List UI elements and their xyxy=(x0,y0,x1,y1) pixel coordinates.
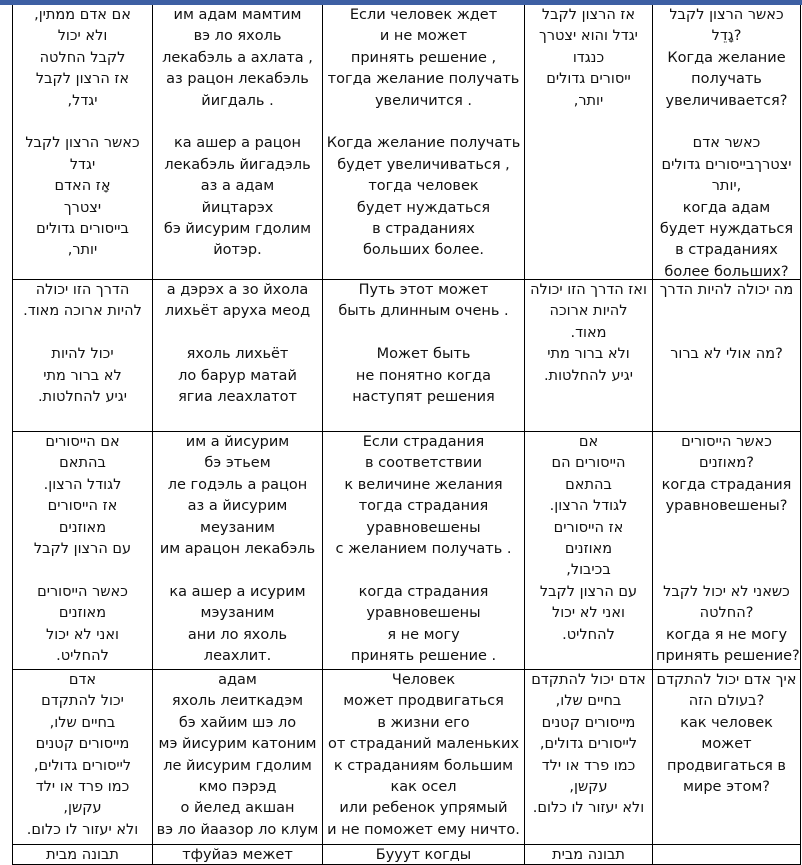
transliteration-cell xyxy=(153,670,323,844)
cell-line xyxy=(656,560,797,581)
question-cell xyxy=(653,280,801,431)
cell-line: увеличится . xyxy=(374,92,473,109)
cell-line: מה יכולה להיות הדרך xyxy=(659,282,794,298)
cell-line xyxy=(326,323,521,344)
cell-line: когда страдания xyxy=(358,583,489,600)
cell-line: лихьёт аруха меод xyxy=(164,303,311,320)
cell-line: יכול להיות xyxy=(51,346,114,363)
cell-line: ле йисурим гдолим xyxy=(163,757,312,774)
cell-line: получать xyxy=(691,71,762,88)
cell-line: наступят решения xyxy=(352,389,495,406)
cell-line: מאוזנים? xyxy=(699,455,754,472)
hebrew-paraphrase-cell xyxy=(525,432,653,669)
cell-line: Когда желание xyxy=(667,49,786,66)
table-row xyxy=(13,670,801,845)
cell-line: בהתאם xyxy=(59,455,106,472)
cell-line: Когда желание получать xyxy=(326,135,521,152)
cell-line: и не может xyxy=(379,28,468,45)
cell-line: в жизни его xyxy=(377,714,470,731)
cell-line: לייסורים גדולים, xyxy=(33,757,132,774)
cell-line: ани ло яхоль xyxy=(187,626,288,643)
cell-line: бэ йисурим гдолим xyxy=(163,221,312,238)
cell-line: и не поможет ему ничто. xyxy=(327,821,520,838)
cell-line: אם xyxy=(578,434,599,450)
cell-line: אז הרצון לקבל xyxy=(35,71,130,88)
translation-table xyxy=(12,5,801,865)
cell-line: אם אדם ממתין, xyxy=(34,7,131,23)
cell-line: כנגדו xyxy=(572,49,605,66)
cell-line: им адам мамтим xyxy=(173,7,302,23)
cell-line xyxy=(656,518,797,539)
russian-translation-cell xyxy=(323,670,525,844)
cell-line: להיות ארוכה מאוד. xyxy=(23,303,142,320)
cell-line: ולא ברור מתי xyxy=(547,346,630,363)
cell-line: יצטרךבייסורים גדולים xyxy=(661,156,792,173)
cell-line: בכיבול, xyxy=(566,562,611,579)
cell-line: אז הייסורים xyxy=(553,519,624,536)
cell-line: לא ברור מתי xyxy=(43,367,122,384)
cell-line: будет увеличиваться , xyxy=(337,156,510,173)
cell-line: мире этом? xyxy=(682,779,770,796)
cell-line: ле годэль а рацон xyxy=(167,476,308,493)
cell-line: вэ ло йаазор ло клум xyxy=(156,821,319,838)
cell-line: עם הרצון לקבל xyxy=(539,583,638,600)
cell-line: מאוזנים xyxy=(58,605,107,622)
hebrew-text-cell xyxy=(13,845,153,864)
cell-line: Может быть xyxy=(376,346,471,363)
hebrew-paraphrase-cell xyxy=(525,280,653,431)
cell-line: להחליט. xyxy=(562,626,615,643)
cell-line: בעולם הזה? xyxy=(688,693,765,710)
cell-line: может xyxy=(701,736,752,753)
cell-line: яхоль лихьёт xyxy=(186,346,289,363)
question-cell xyxy=(653,432,801,669)
cell-line xyxy=(656,301,797,322)
cell-line: Путь этот может xyxy=(358,282,489,298)
cell-line: ייסורים גדולים xyxy=(546,71,631,88)
cell-line: будет нуждаться xyxy=(659,221,794,238)
cell-line xyxy=(16,323,149,344)
cell-line: йотэр. xyxy=(213,242,262,259)
table-row xyxy=(13,5,801,280)
russian-translation-cell xyxy=(323,845,525,864)
cell-line: аз рацон лекабэль xyxy=(166,71,309,88)
cell-line: принять решение . xyxy=(350,648,497,665)
hebrew-paraphrase-cell xyxy=(525,845,653,864)
cell-line: может продвигаться xyxy=(343,693,504,710)
cell-line: מאוזנים xyxy=(564,541,613,558)
transliteration-cell xyxy=(153,5,323,279)
cell-line: меузаним xyxy=(200,519,275,536)
question-cell xyxy=(653,5,801,279)
cell-line: עם הרצון לקבל xyxy=(33,541,132,558)
cell-line: מה אולי לא ברור? xyxy=(670,346,783,363)
cell-line: Если страдания xyxy=(362,434,485,450)
cell-line: аз а йисурим xyxy=(187,498,288,515)
cell-line: אם הייסורים xyxy=(45,434,120,450)
cell-line: אז הרצון לקבל xyxy=(541,7,636,23)
cell-line: לגודל הרצון. xyxy=(549,498,628,515)
cell-line xyxy=(326,112,521,133)
cell-line: אז הייסורים xyxy=(47,498,118,515)
cell-line: увеличивается? xyxy=(665,92,788,109)
cell-line: כמו פרד או ילד xyxy=(35,779,130,796)
hebrew-text-cell xyxy=(13,5,153,279)
cell-line: אדם xyxy=(68,672,97,688)
cell-line: אָז האדם xyxy=(54,178,111,195)
cell-line: когда страдания xyxy=(661,476,792,493)
cell-line: מייסורים קטנים xyxy=(35,736,130,753)
cell-line: ואז הדרך הזו יכולה xyxy=(530,282,647,298)
table-row xyxy=(13,432,801,670)
cell-line: мэ йисурим катоним xyxy=(158,736,317,753)
cell-line: יגדל, xyxy=(67,92,98,109)
cell-line: תבונה מבית xyxy=(552,847,625,863)
cell-line: הייסורים הם xyxy=(551,455,626,472)
cell-line: ка ашер а исурим xyxy=(169,583,306,600)
cell-line: מאוד. xyxy=(570,324,607,341)
cell-line: כמו פרד או ילד xyxy=(541,757,636,774)
transliteration-cell xyxy=(153,280,323,431)
cell-line: лекабэль а ахлата , xyxy=(162,49,313,66)
cell-line: יותר, xyxy=(67,242,98,259)
question-cell xyxy=(653,670,801,844)
cell-line xyxy=(656,539,797,560)
cell-line: ולא יכול xyxy=(57,28,108,45)
cell-line: бэ этьем xyxy=(204,455,271,472)
cell-line: принять решение? xyxy=(656,648,800,665)
cell-line: יותר, xyxy=(573,92,604,109)
cell-line: גָדֵל? xyxy=(711,28,742,45)
cell-line: עקשן, xyxy=(63,800,102,817)
cell-line: им арацон лекабэль xyxy=(159,541,316,558)
cell-line xyxy=(156,560,319,581)
cell-line: больших более. xyxy=(362,242,485,259)
cell-line: к страданиям большим xyxy=(333,757,514,774)
cell-line: к величине желания xyxy=(344,476,503,493)
cell-line: с желанием получать . xyxy=(335,541,512,558)
cell-line: תבונה מבית xyxy=(46,847,119,863)
cell-line: בחיים שלו, xyxy=(555,693,622,710)
cell-line: тогда страдания xyxy=(358,498,489,515)
cell-line: уравновешены? xyxy=(665,498,788,515)
cell-line xyxy=(656,112,797,133)
cell-line: бэ хайим шэ ло xyxy=(178,714,297,731)
cell-line: להיות ארוכה xyxy=(549,303,628,320)
cell-line: הדרך הזו יכולה xyxy=(35,282,130,298)
cell-line: ולא יעזור לו כלום. xyxy=(26,821,139,838)
cell-line: в страданиях xyxy=(675,242,778,259)
table-row xyxy=(13,845,801,865)
cell-line: לגודל הרצון. xyxy=(43,476,122,493)
cell-line: כאשר אדם xyxy=(692,135,761,152)
cell-line: адам xyxy=(218,672,257,688)
cell-line: в соответствии xyxy=(364,455,483,472)
cell-line: быть длинным очень . xyxy=(338,303,509,320)
cell-line: лекабэль йигадэль xyxy=(164,156,311,173)
cell-line: יותר, xyxy=(711,178,742,195)
cell-line: уравновешены xyxy=(366,519,481,536)
cell-line: יגיע להחלטות. xyxy=(37,389,128,406)
cell-line: когда адам xyxy=(682,199,771,216)
cell-line: яхоль леиткадэм xyxy=(171,693,304,710)
cell-line: להחליט. xyxy=(56,648,109,665)
hebrew-text-cell xyxy=(13,280,153,431)
cell-line: לייסורים גדולים, xyxy=(539,736,638,753)
cell-line xyxy=(16,112,149,133)
cell-line: ולא יעזור לו כלום. xyxy=(532,800,645,817)
russian-translation-cell xyxy=(323,432,525,669)
cell-line: כאשר הייסורים xyxy=(37,583,128,600)
cell-line: יצטרך xyxy=(63,199,102,216)
cell-line: в страданиях xyxy=(372,221,475,238)
cell-line: а дэрэх а зо йхола xyxy=(166,282,309,298)
cell-line: ואני לא יכול xyxy=(46,626,119,643)
cell-line: тогда человек xyxy=(368,178,479,195)
cell-line: тфуйаэ межет xyxy=(182,847,293,863)
cell-line: כאשר הרצון לקבל xyxy=(669,7,784,23)
cell-line: כאשר הרצון לקבל xyxy=(25,135,140,152)
cell-line: בחיים שלו, xyxy=(49,714,116,731)
cell-line: от страданий маленьких xyxy=(327,736,520,753)
cell-line: עקשן, xyxy=(569,779,608,796)
cell-line: ягиа леахлатот xyxy=(178,389,297,406)
cell-line: вэ ло яхоль xyxy=(193,28,282,45)
table-row xyxy=(13,280,801,432)
hebrew-paraphrase-cell xyxy=(525,670,653,844)
cell-line xyxy=(656,845,797,864)
cell-line: יגיע להחלטות. xyxy=(543,367,634,384)
cell-line: принять решение , xyxy=(350,49,497,66)
cell-line: Бууут когды xyxy=(375,847,472,863)
cell-line: когда я не могу xyxy=(665,626,788,643)
cell-line xyxy=(156,323,319,344)
cell-line: тогда желание получать xyxy=(327,71,520,88)
cell-line: Если человек ждет xyxy=(349,7,498,23)
cell-line: ואני לא יכול xyxy=(552,605,625,622)
cell-line: יגדל והוא יצטרך xyxy=(539,28,638,45)
cell-line: им а йисурим xyxy=(185,434,290,450)
cell-line: ло барур матай xyxy=(178,367,297,384)
transliteration-cell xyxy=(153,845,323,864)
cell-line xyxy=(156,112,319,133)
cell-line: йигдаль . xyxy=(201,92,274,109)
cell-line: יכול להתקדם xyxy=(41,693,124,710)
cell-line: ка ашер а рацон xyxy=(174,135,301,152)
cell-line xyxy=(16,560,149,581)
cell-line: более больших? xyxy=(664,263,789,279)
hebrew-paraphrase-cell xyxy=(525,5,653,279)
cell-line: בהתאם xyxy=(565,476,612,493)
cell-line: о йелед акшан xyxy=(180,800,295,817)
cell-line: יגדל xyxy=(69,156,96,173)
russian-translation-cell xyxy=(323,5,525,279)
cell-line: или ребенок упрямый xyxy=(339,800,508,817)
transliteration-cell xyxy=(153,432,323,669)
cell-line xyxy=(656,323,797,344)
cell-line: леахлит. xyxy=(203,648,272,665)
cell-line: אדם יכול להתקדם xyxy=(531,672,646,688)
hebrew-text-cell xyxy=(13,432,153,669)
hebrew-text-cell xyxy=(13,670,153,844)
cell-line: כאשר הייסורים xyxy=(681,434,772,450)
cell-line: уравновешены xyxy=(366,605,481,622)
russian-translation-cell xyxy=(323,280,525,431)
cell-line: לקבל החלטה xyxy=(39,49,126,66)
question-cell xyxy=(653,845,801,864)
cell-line: будет нуждаться xyxy=(356,199,491,216)
cell-line: כשאני לא יכול לקבל xyxy=(663,583,790,600)
cell-line: не понятно когда xyxy=(355,367,492,384)
cell-line: аз а адам xyxy=(200,178,275,195)
cell-line: как человек xyxy=(680,714,773,731)
cell-line: בייסורים גדולים xyxy=(36,221,129,238)
cell-line: продвигаться в xyxy=(667,757,786,774)
cell-line: йицтарэх xyxy=(201,199,274,216)
cell-line: איך אדם יכול להתקדם xyxy=(656,672,797,688)
cell-line: кмо пэрэд xyxy=(198,779,277,796)
cell-line: как осел xyxy=(390,779,457,796)
cell-line: מאוזנים xyxy=(58,519,107,536)
cell-line: מייסורים קטנים xyxy=(541,714,636,731)
cell-line: мэузаним xyxy=(200,605,275,622)
cell-line xyxy=(326,560,521,581)
cell-line: Человек xyxy=(391,672,456,688)
cell-line: החלטה? xyxy=(699,605,754,622)
cell-line: я не могу xyxy=(387,626,460,643)
